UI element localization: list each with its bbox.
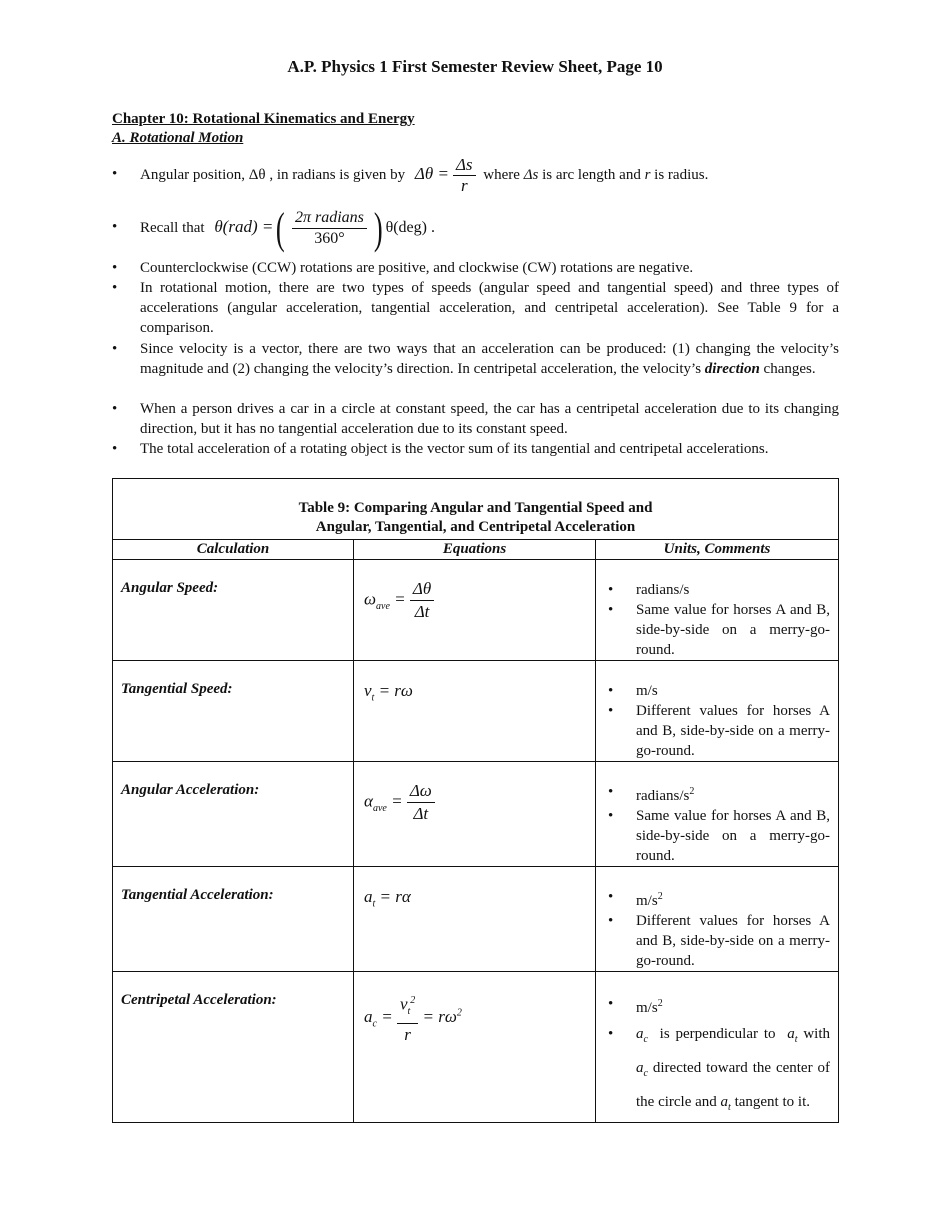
bullet-total-acceleration: • The total acceleration of a rotating object is the vector sum of its tangential and centripetal accelerations. [112, 439, 839, 459]
eq-subscript: c [372, 1018, 377, 1030]
table-caption [113, 479, 839, 540]
unit-item: • $m/s^2$ [608, 887, 830, 911]
equation-rhs: θ(deg) . [385, 219, 435, 236]
eq-fraction: $\frac{\Delta\omega}{\Delta t}$ [407, 780, 435, 825]
calc-cell: Tangential Acceleration: [113, 867, 354, 972]
eq-subscript: t [371, 692, 375, 704]
bullet-text: When a person drives a car in a circle at constant speed, the car has a centripetal acceleration due to its changing direction, but it has no tangential acceleration due to its constant speed. [140, 401, 839, 437]
bullet-car-circle: • When a person drives a car in a circle at constant speed, the car has a centripetal acceleration due to its changing direction, but it has no tangential acceleration due to its constant speed. [112, 401, 839, 437]
units-cell [596, 560, 839, 661]
comment-item: • Same value for horses A and B, side-by-side on a merry-go-round. [608, 806, 830, 866]
calc-cell: Angular Speed: [113, 560, 354, 661]
bullet-text: is arc length and [542, 167, 641, 183]
bullet-velocity-vector: • Since velocity is a vector, there are two ways that an acceleration can be produced: (1) changing the velocity’s magnitude and (2) changing the velocity’s direction. In centripetal acceleration, the velocity’s direction changes. [112, 341, 839, 377]
calc-cell: Angular Acceleration: [113, 762, 354, 867]
eq-subscript: t [372, 898, 376, 910]
eq-symbol: a [364, 887, 373, 906]
eq-symbol: a [364, 1006, 373, 1026]
bullet-text: Recall that [140, 220, 205, 236]
chapter-heading: Chapter 10: Rotational Kinematics and Energy [112, 111, 415, 127]
eq-symbol: v [364, 681, 372, 700]
table-row [113, 867, 839, 972]
bullet-recall-conversion: • Recall that θ(rad) =( $\frac{\text{2π radians}}{360^\circ}$ ) θ(deg) . [112, 203, 435, 253]
bullet-angular-position: • Angular position, Δθ , in radians is given by Δθ = $\frac{\Delta s}{r}$ where Δs is arc length and r is radius. [112, 155, 709, 196]
variable: Δs [523, 167, 539, 183]
bullet-text: where [483, 167, 520, 183]
equation-cell [354, 867, 596, 972]
eq-symbol: ω [364, 589, 377, 609]
bullet-ccw: • Counterclockwise (CCW) rotations are positive, and clockwise (CW) rotations are negative. [112, 258, 839, 278]
caption-line: Table 9: Comparing Angular and Tangential Speed and [298, 500, 653, 516]
header-equations: Equations [354, 540, 596, 560]
bullet-text: changes. [763, 361, 816, 377]
eq-subscript: ave [376, 600, 390, 612]
eq-rhs: = rα [379, 887, 411, 906]
eq-subscript: ave [372, 802, 387, 814]
page-title: A.P. Physics 1 First Semester Review Sheet, Page 10 [287, 57, 663, 76]
eq-superscript: 2 [456, 1007, 462, 1019]
bullet-text: Counterclockwise (CCW) rotations are positive, and clockwise (CW) rotations are negative. [140, 260, 694, 276]
bullet-text: The total acceleration of a rotating object is the vector sum of its tangential and centripetal accelerations. [140, 441, 769, 457]
equation-lhs: Δθ = [414, 164, 449, 183]
unit-item: • $m/s^2$ [608, 992, 830, 1020]
table-9 [112, 478, 839, 1123]
caption-line: Angular, Tangential, and Centripetal Acceleration [315, 519, 636, 535]
variable: r [644, 167, 651, 183]
table-row [113, 560, 839, 661]
emphasis: direction [704, 361, 760, 377]
units-cell [596, 762, 839, 867]
section-heading: A. Rotational Motion [112, 130, 244, 146]
equation-cell [354, 661, 596, 762]
table-row [113, 762, 839, 867]
comment-item: • $a_c$ is perpendicular to $a_t$ with $a_c$ directed toward the center of the circle and $a_t$ tangent to it. [608, 1020, 830, 1122]
eq-fraction: $\frac{v_t^2}{r}$ [397, 990, 418, 1046]
table-row [113, 661, 839, 762]
equation-cell: $\omega_{ave}$ = $\frac{\Delta\theta}{\Delta t}$ [354, 560, 596, 661]
calc-cell: Tangential Speed: [113, 661, 354, 762]
equation-lhs: θ(rad) = [214, 217, 274, 236]
fraction: $\frac{\text{2π radians}}{360^\circ}$ [292, 208, 367, 249]
unit-item: • radians/s [608, 580, 830, 600]
calc-cell: Centripetal Acceleration: [113, 972, 354, 1123]
equation-cell: $a_c$ = $\frac{v_t^2}{r}$ = $r\omega^2$ [354, 972, 596, 1123]
left-paren: ( [276, 203, 286, 253]
header-units: Units, Comments [596, 540, 839, 560]
eq-fraction: $\frac{\Delta\theta}{\Delta t}$ [410, 578, 434, 623]
right-paren: ) [373, 203, 383, 253]
eq-rhs: = rω [422, 1006, 457, 1026]
bullet-text: Angular position, Δθ , in radians is given by [140, 167, 406, 183]
bullet-text: In rotational motion, there are two types of speeds (angular speed and tangential speed) and three types of accelerations (angular acceleration, tangential acceleration, and centripetal acceleration). See Table 9 for a comparison. [140, 280, 839, 336]
fraction: $\frac{\Delta s}{r}$ [453, 155, 476, 196]
table-header-row [113, 540, 839, 560]
equation-cell: $\alpha_{ave}$ = $\frac{\Delta\omega}{\Delta t}$ [354, 762, 596, 867]
eq-rhs: = rω [378, 681, 413, 700]
unit-item: • radians/$s^2$ [608, 782, 830, 806]
header-calculation: Calculation [113, 540, 354, 560]
units-cell [596, 972, 839, 1123]
table-row [113, 972, 839, 1123]
comment-item: • Different values for horses A and B, side-by-side on a merry-go-round. [608, 911, 830, 971]
bullet-speeds: • In rotational motion, there are two types of speeds (angular speed and tangential speed) and three types of accelerations (angular acceleration, tangential acceleration, and centripetal acceleration). See Table 9 for a comparison. [112, 280, 839, 336]
comment-item: • Same value for horses A and B, side-by-side on a merry-go-round. [608, 600, 830, 660]
units-cell [596, 867, 839, 972]
units-cell [596, 661, 839, 762]
comment-item: • Different values for horses A and B, side-by-side on a merry-go-round. [608, 701, 830, 761]
bullet-text: Since velocity is a vector, there are two ways that an acceleration can be produced: (1) changing the velocity’s magnitude and (2) changing the velocity’s direction. In centripetal acceleration, the velocity’s [140, 341, 839, 377]
unit-item: • m/s [608, 681, 830, 701]
eq-symbol: α [364, 791, 373, 811]
bullet-text: is radius. [654, 167, 709, 183]
